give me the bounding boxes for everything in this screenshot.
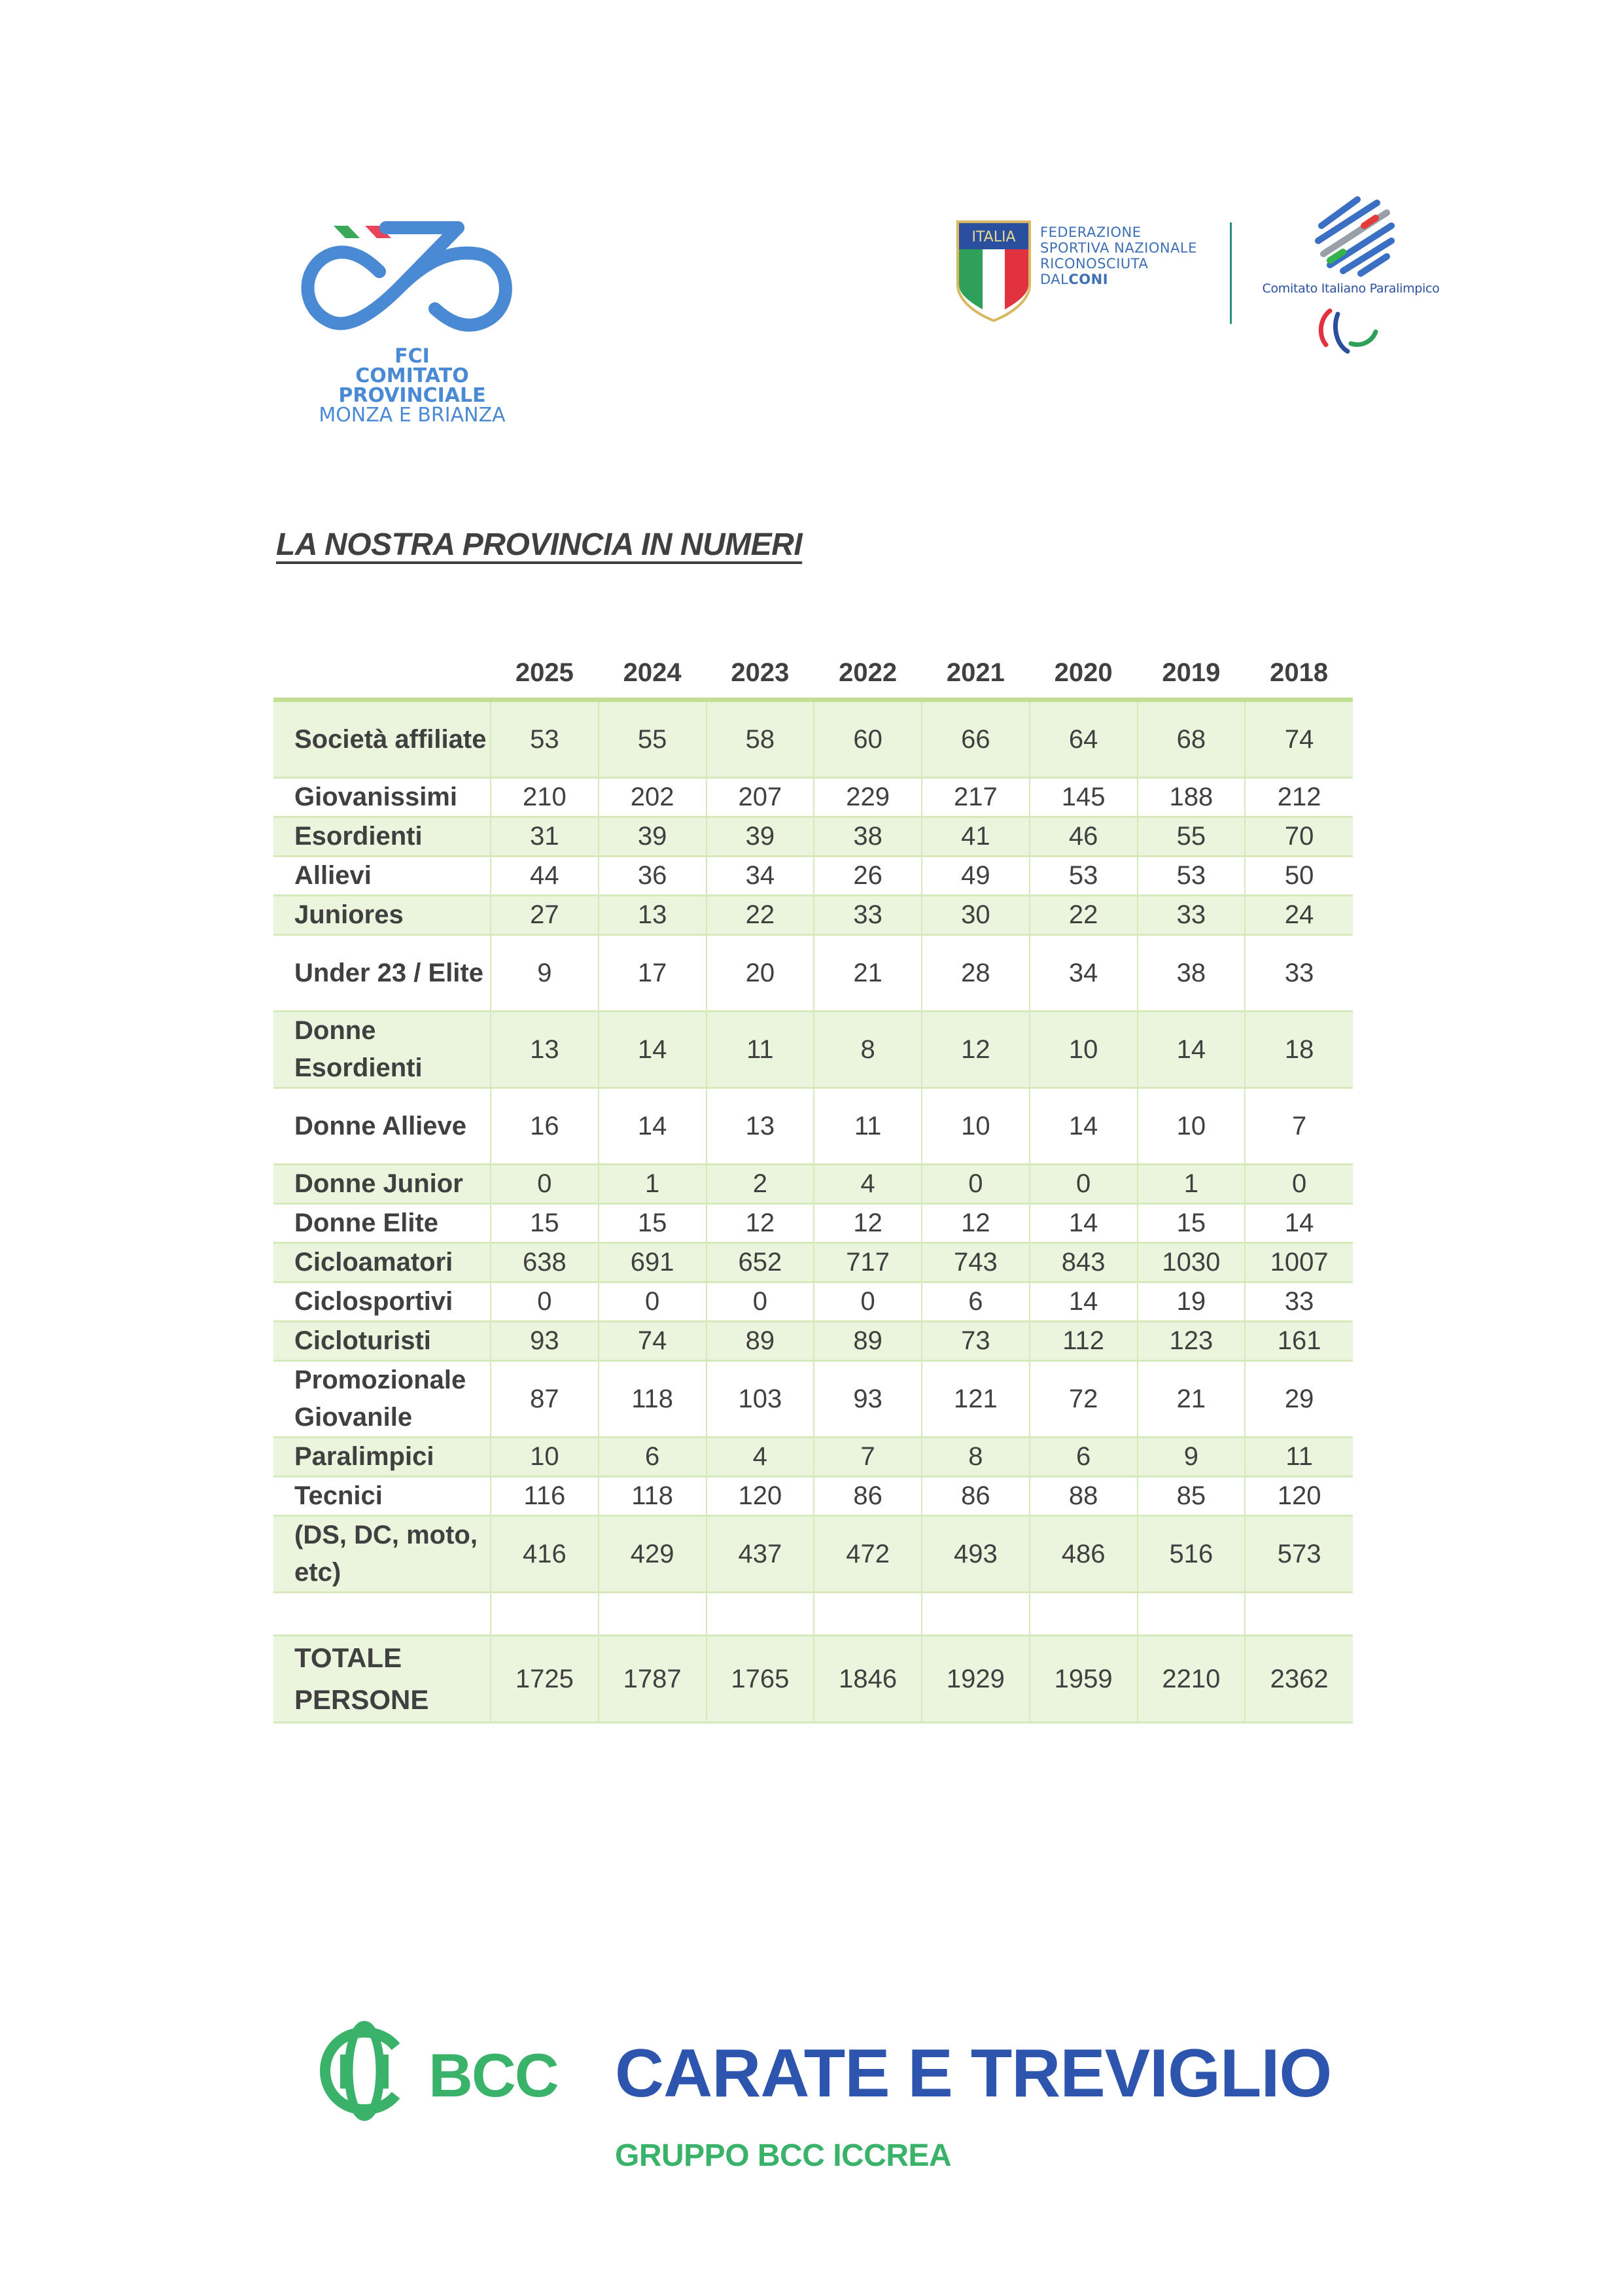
value-cell: 44 bbox=[491, 857, 599, 896]
value-cell: 85 bbox=[1138, 1477, 1246, 1516]
value-cell: 13 bbox=[599, 896, 707, 935]
stats-table bbox=[273, 648, 1353, 1723]
value-cell: 16 bbox=[491, 1088, 599, 1165]
value-cell: 207 bbox=[707, 778, 814, 817]
value-cell: 14 bbox=[599, 1012, 707, 1088]
table-row bbox=[273, 935, 1353, 1012]
value-cell: 2 bbox=[707, 1165, 814, 1204]
paralympic-agitos-icon bbox=[1253, 304, 1449, 357]
value-cell: 11 bbox=[814, 1088, 922, 1165]
value-cell: 691 bbox=[599, 1243, 707, 1282]
value-cell: 89 bbox=[707, 1322, 814, 1361]
row-label: Allievi bbox=[273, 857, 491, 896]
value-cell: 66 bbox=[922, 700, 1030, 778]
table-row bbox=[273, 1438, 1353, 1477]
value-cell: 0 bbox=[1245, 1165, 1353, 1204]
coni-line: FEDERAZIONE bbox=[1040, 224, 1142, 240]
page-title: LA NOSTRA PROVINCIA IN NUMERI bbox=[276, 527, 803, 562]
value-cell: 17 bbox=[599, 935, 707, 1012]
value-cell: 22 bbox=[707, 896, 814, 935]
row-label: Paralimpici bbox=[273, 1438, 491, 1477]
value-cell: 4 bbox=[814, 1165, 922, 1204]
value-cell: 6 bbox=[1030, 1438, 1138, 1477]
year-header: 2025 bbox=[491, 648, 599, 700]
value-cell: 1725 bbox=[491, 1636, 599, 1723]
fci-logo-line: COMITATO bbox=[355, 364, 469, 387]
table-row bbox=[273, 1477, 1353, 1516]
header-corner bbox=[273, 648, 491, 700]
value-cell: 10 bbox=[491, 1438, 599, 1477]
table-row bbox=[273, 857, 1353, 896]
row-label: Donne Junior bbox=[273, 1165, 491, 1204]
value-cell: 33 bbox=[1245, 935, 1353, 1012]
row-label: Donne Elite bbox=[273, 1204, 491, 1243]
value-cell: 28 bbox=[922, 935, 1030, 1012]
coni-line-bold: CONI bbox=[1068, 272, 1109, 287]
value-cell: 14 bbox=[1030, 1204, 1138, 1243]
value-cell: 2362 bbox=[1245, 1636, 1353, 1723]
bcc-footer-logo bbox=[317, 2009, 1338, 2172]
row-label: Under 23 / Elite bbox=[273, 935, 491, 1012]
value-cell: 0 bbox=[814, 1282, 922, 1322]
fci-logo-line: MONZA E BRIANZA bbox=[319, 404, 506, 427]
table-row bbox=[273, 1322, 1353, 1361]
value-cell: 0 bbox=[491, 1165, 599, 1204]
year-header: 2018 bbox=[1245, 648, 1353, 700]
value-cell: 34 bbox=[1030, 935, 1138, 1012]
value-cell: 15 bbox=[491, 1204, 599, 1243]
value-cell: 36 bbox=[599, 857, 707, 896]
fci-logo bbox=[288, 216, 536, 432]
table-row bbox=[273, 896, 1353, 935]
value-cell: 1007 bbox=[1245, 1243, 1353, 1282]
value-cell: 21 bbox=[1138, 1361, 1246, 1438]
value-cell: 87 bbox=[491, 1361, 599, 1438]
value-cell: 38 bbox=[814, 817, 922, 857]
row-label: Juniores bbox=[273, 896, 491, 935]
value-cell: 55 bbox=[599, 700, 707, 778]
table-row bbox=[273, 1088, 1353, 1165]
row-label: Cicloamatori bbox=[273, 1243, 491, 1282]
value-cell: 486 bbox=[1030, 1516, 1138, 1593]
year-header: 2023 bbox=[707, 648, 814, 700]
shield-label: ITALIA bbox=[971, 229, 1016, 245]
value-cell: 429 bbox=[599, 1516, 707, 1593]
cip-globe-icon bbox=[1253, 190, 1449, 278]
table-row bbox=[273, 700, 1353, 778]
value-cell: 0 bbox=[491, 1282, 599, 1322]
row-label: Donne Esordienti bbox=[273, 1012, 491, 1088]
value-cell: 53 bbox=[1138, 857, 1246, 896]
row-label: Giovanissimi bbox=[273, 778, 491, 817]
value-cell: 33 bbox=[1245, 1282, 1353, 1322]
value-cell bbox=[599, 1593, 707, 1636]
value-cell: 229 bbox=[814, 778, 922, 817]
value-cell: 843 bbox=[1030, 1243, 1138, 1282]
value-cell: 13 bbox=[707, 1088, 814, 1165]
row-label: Promozionale Giovanile bbox=[273, 1361, 491, 1438]
bcc-wordmark: BCC bbox=[428, 2041, 558, 2110]
value-cell: 1959 bbox=[1030, 1636, 1138, 1723]
value-cell: 31 bbox=[491, 817, 599, 857]
value-cell: 89 bbox=[814, 1322, 922, 1361]
value-cell: 15 bbox=[599, 1204, 707, 1243]
value-cell: 9 bbox=[1138, 1438, 1246, 1477]
value-cell: 39 bbox=[599, 817, 707, 857]
value-cell: 1 bbox=[599, 1165, 707, 1204]
row-label: (DS, DC, moto, etc) bbox=[273, 1516, 491, 1593]
value-cell: 93 bbox=[491, 1322, 599, 1361]
row-label bbox=[273, 1593, 491, 1636]
spacer-row bbox=[273, 1593, 1353, 1636]
header-row bbox=[273, 648, 1353, 700]
value-cell: 39 bbox=[707, 817, 814, 857]
year-header: 2021 bbox=[922, 648, 1030, 700]
value-cell: 472 bbox=[814, 1516, 922, 1593]
row-label: Ciclosportivi bbox=[273, 1282, 491, 1322]
value-cell: 53 bbox=[1030, 857, 1138, 896]
value-cell: 11 bbox=[707, 1012, 814, 1088]
value-cell: 118 bbox=[599, 1361, 707, 1438]
value-cell: 0 bbox=[707, 1282, 814, 1322]
table-row bbox=[273, 1165, 1353, 1204]
row-label: Tecnici bbox=[273, 1477, 491, 1516]
cip-name: Comitato Italiano Paralimpico bbox=[1262, 281, 1440, 296]
year-header: 2024 bbox=[599, 648, 707, 700]
value-cell: 49 bbox=[922, 857, 1030, 896]
coni-line-prefix: DAL bbox=[1040, 272, 1069, 287]
value-cell: 14 bbox=[1030, 1088, 1138, 1165]
value-cell: 493 bbox=[922, 1516, 1030, 1593]
value-cell bbox=[491, 1593, 599, 1636]
value-cell: 33 bbox=[1138, 896, 1246, 935]
value-cell: 86 bbox=[922, 1477, 1030, 1516]
value-cell: 1787 bbox=[599, 1636, 707, 1723]
total-row bbox=[273, 1636, 1353, 1723]
cip-logo bbox=[1253, 190, 1449, 360]
value-cell: 86 bbox=[814, 1477, 922, 1516]
fci-logo-line: PROVINCIALE bbox=[338, 384, 486, 407]
value-cell: 437 bbox=[707, 1516, 814, 1593]
value-cell: 27 bbox=[491, 896, 599, 935]
value-cell: 1846 bbox=[814, 1636, 922, 1723]
value-cell: 516 bbox=[1138, 1516, 1246, 1593]
row-label: Società affiliate bbox=[273, 700, 491, 778]
coni-line: SPORTIVA NAZIONALE bbox=[1040, 240, 1197, 256]
value-cell: 13 bbox=[491, 1012, 599, 1088]
coni-line bbox=[1040, 272, 1197, 287]
fci-logo-line: FCI bbox=[394, 345, 430, 368]
logo-divider bbox=[1230, 222, 1232, 324]
value-cell: 41 bbox=[922, 817, 1030, 857]
value-cell: 22 bbox=[1030, 896, 1138, 935]
value-cell bbox=[814, 1593, 922, 1636]
value-cell: 0 bbox=[599, 1282, 707, 1322]
value-cell: 188 bbox=[1138, 778, 1246, 817]
value-cell: 6 bbox=[599, 1438, 707, 1477]
value-cell: 161 bbox=[1245, 1322, 1353, 1361]
table-row bbox=[273, 1361, 1353, 1438]
value-cell bbox=[1245, 1593, 1353, 1636]
value-cell: 103 bbox=[707, 1361, 814, 1438]
value-cell bbox=[922, 1593, 1030, 1636]
table-row bbox=[273, 817, 1353, 857]
value-cell: 70 bbox=[1245, 817, 1353, 857]
value-cell: 4 bbox=[707, 1438, 814, 1477]
value-cell: 12 bbox=[922, 1204, 1030, 1243]
value-cell: 217 bbox=[922, 778, 1030, 817]
value-cell: 717 bbox=[814, 1243, 922, 1282]
row-label: Cicloturisti bbox=[273, 1322, 491, 1361]
value-cell: 1030 bbox=[1138, 1243, 1246, 1282]
table-row bbox=[273, 1516, 1353, 1593]
value-cell: 30 bbox=[922, 896, 1030, 935]
table-row bbox=[273, 1012, 1353, 1088]
value-cell: 8 bbox=[814, 1012, 922, 1088]
value-cell: 55 bbox=[1138, 817, 1246, 857]
value-cell: 53 bbox=[491, 700, 599, 778]
value-cell: 21 bbox=[814, 935, 922, 1012]
value-cell: 11 bbox=[1245, 1438, 1353, 1477]
value-cell: 8 bbox=[922, 1438, 1030, 1477]
value-cell: 74 bbox=[599, 1322, 707, 1361]
value-cell: 12 bbox=[707, 1204, 814, 1243]
row-label: Esordienti bbox=[273, 817, 491, 857]
value-cell: 58 bbox=[707, 700, 814, 778]
value-cell: 12 bbox=[922, 1012, 1030, 1088]
value-cell: 19 bbox=[1138, 1282, 1246, 1322]
bcc-logo-icon bbox=[317, 2021, 412, 2122]
value-cell: 123 bbox=[1138, 1322, 1246, 1361]
value-cell: 10 bbox=[922, 1088, 1030, 1165]
value-cell: 0 bbox=[1030, 1165, 1138, 1204]
value-cell: 112 bbox=[1030, 1322, 1138, 1361]
value-cell: 1 bbox=[1138, 1165, 1246, 1204]
value-cell bbox=[707, 1593, 814, 1636]
value-cell: 7 bbox=[1245, 1088, 1353, 1165]
bank-group: GRUPPO BCC ICCREA bbox=[615, 2138, 952, 2173]
value-cell: 93 bbox=[814, 1361, 922, 1438]
value-cell: 145 bbox=[1030, 778, 1138, 817]
year-header: 2022 bbox=[814, 648, 922, 700]
value-cell: 9 bbox=[491, 935, 599, 1012]
value-cell: 7 bbox=[814, 1438, 922, 1477]
value-cell: 121 bbox=[922, 1361, 1030, 1438]
value-cell: 38 bbox=[1138, 935, 1246, 1012]
table-row bbox=[273, 1243, 1353, 1282]
value-cell: 10 bbox=[1030, 1012, 1138, 1088]
value-cell: 1765 bbox=[707, 1636, 814, 1723]
table-row bbox=[273, 778, 1353, 817]
value-cell: 20 bbox=[707, 935, 814, 1012]
value-cell: 202 bbox=[599, 778, 707, 817]
table-row bbox=[273, 1282, 1353, 1322]
value-cell: 0 bbox=[922, 1165, 1030, 1204]
value-cell bbox=[1030, 1593, 1138, 1636]
value-cell: 72 bbox=[1030, 1361, 1138, 1438]
value-cell: 73 bbox=[922, 1322, 1030, 1361]
year-header: 2019 bbox=[1138, 648, 1246, 700]
value-cell: 120 bbox=[707, 1477, 814, 1516]
value-cell: 74 bbox=[1245, 700, 1353, 778]
value-cell: 64 bbox=[1030, 700, 1138, 778]
value-cell: 34 bbox=[707, 857, 814, 896]
value-cell: 12 bbox=[814, 1204, 922, 1243]
value-cell: 15 bbox=[1138, 1204, 1246, 1243]
value-cell: 743 bbox=[922, 1243, 1030, 1282]
value-cell: 14 bbox=[1138, 1012, 1246, 1088]
value-cell: 116 bbox=[491, 1477, 599, 1516]
value-cell: 118 bbox=[599, 1477, 707, 1516]
value-cell: 1929 bbox=[922, 1636, 1030, 1723]
value-cell: 33 bbox=[814, 896, 922, 935]
value-cell: 68 bbox=[1138, 700, 1246, 778]
table-row bbox=[273, 1204, 1353, 1243]
value-cell: 14 bbox=[1245, 1204, 1353, 1243]
italia-shield-icon bbox=[955, 219, 1032, 323]
value-cell: 10 bbox=[1138, 1088, 1246, 1165]
year-header: 2020 bbox=[1030, 648, 1138, 700]
value-cell bbox=[1138, 1593, 1246, 1636]
value-cell: 6 bbox=[922, 1282, 1030, 1322]
value-cell: 212 bbox=[1245, 778, 1353, 817]
cycling-infinity-icon bbox=[288, 216, 536, 347]
value-cell: 14 bbox=[599, 1088, 707, 1165]
value-cell: 24 bbox=[1245, 896, 1353, 935]
value-cell: 416 bbox=[491, 1516, 599, 1593]
coni-logo bbox=[955, 219, 1230, 324]
value-cell: 2210 bbox=[1138, 1636, 1246, 1723]
bank-name: CARATE E TREVIGLIO bbox=[615, 2036, 1332, 2111]
value-cell: 18 bbox=[1245, 1012, 1353, 1088]
value-cell: 60 bbox=[814, 700, 922, 778]
value-cell: 14 bbox=[1030, 1282, 1138, 1322]
value-cell: 573 bbox=[1245, 1516, 1353, 1593]
value-cell: 638 bbox=[491, 1243, 599, 1282]
row-label: TOTALE PERSONE bbox=[273, 1636, 491, 1723]
value-cell: 50 bbox=[1245, 857, 1353, 896]
coni-line: RICONOSCIUTA bbox=[1040, 256, 1149, 272]
value-cell: 26 bbox=[814, 857, 922, 896]
value-cell: 46 bbox=[1030, 817, 1138, 857]
value-cell: 88 bbox=[1030, 1477, 1138, 1516]
value-cell: 120 bbox=[1245, 1477, 1353, 1516]
value-cell: 210 bbox=[491, 778, 599, 817]
row-label: Donne Allieve bbox=[273, 1088, 491, 1165]
value-cell: 29 bbox=[1245, 1361, 1353, 1438]
value-cell: 652 bbox=[707, 1243, 814, 1282]
